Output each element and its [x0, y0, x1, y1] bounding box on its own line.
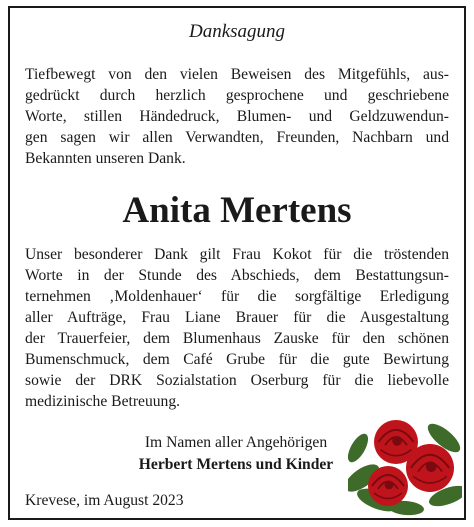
signature-names: Herbert Mertens und Kinder	[138, 456, 334, 473]
intro-paragraph	[25, 64, 449, 169]
deceased-name: Anita Mertens	[122, 190, 352, 231]
rose-leaf	[348, 431, 372, 466]
thanks-line: Worte in der Stunde des Abschieds, dem Bestattungsun-	[25, 267, 449, 284]
intro-line: gedrückt durch herzlich gesprochene und geschriebene	[25, 87, 449, 104]
thanks-line: Bumenschmuck, dem Café Grube für die gute Bewirtung	[25, 351, 449, 368]
red-roses-icon	[348, 408, 462, 518]
thanks-line: sowie der DRK Sozialstation Oserburg für die liebevolle	[25, 372, 449, 389]
thanks-line: aller Aufträge, Frau Liane Brauer für die Ausgestaltung	[25, 309, 449, 326]
notice-heading: Danksagung	[188, 21, 286, 42]
thanks-line: Unser besonderer Dank gilt Frau Kokot für die tröstenden	[25, 246, 449, 263]
intro-line: Worte, stillen Händedruck, Blumen- und Geldzuwendun-	[25, 108, 449, 125]
thanks-line: medizinische Betreuung.	[25, 393, 181, 410]
thanks-line: ternehmen ‚Moldenhauer‘ für die sorgfältige Erledigung	[25, 288, 449, 305]
rose-bloom	[368, 466, 408, 506]
intro-line: Tiefbewegt von den vielen Beweisen des Mitgefühls, aus-	[25, 66, 449, 83]
place-date: Krevese, im August 2023	[25, 492, 184, 509]
rose-bloom	[406, 444, 454, 492]
signature-intro: Im Namen aller Angehörigen	[144, 434, 328, 451]
obituary-notice	[8, 6, 466, 520]
thanks-line: der Trauerfeier, dem Blumenhaus Zauske für den schönen	[25, 330, 449, 347]
thanks-paragraph	[25, 244, 449, 412]
intro-line: gen sagen wir allen Verwandten, Freunden, Nachbarn und	[25, 129, 449, 146]
intro-line: Bekannten unseren Dank.	[25, 150, 186, 167]
